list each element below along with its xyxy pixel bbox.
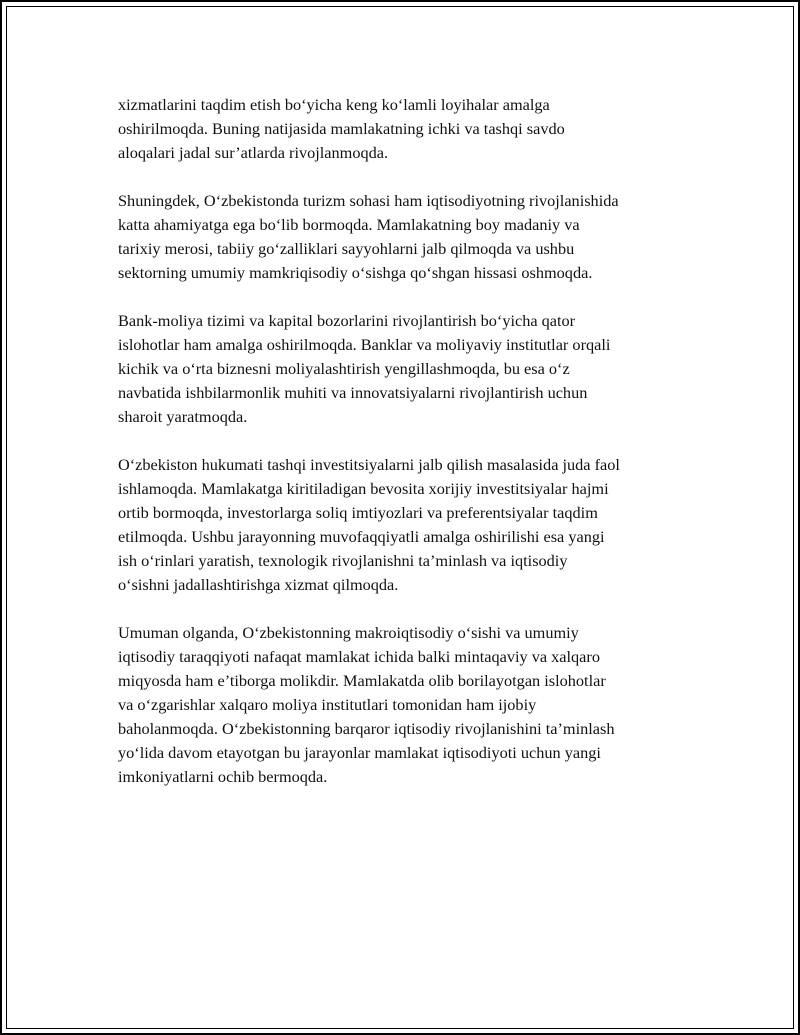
text-line: Shuningdek, O‘zbekistonda turizm sohasi ham iqtisodiyotning rivojlanishida xyxy=(118,191,619,210)
text-line: imkoniyatlarni ochib bermoqda. xyxy=(118,767,328,786)
text-line: ishlamoqda. Mamlakatga kiritiladigan bevosita xorijiy investitsiyalar hajmi xyxy=(118,479,609,498)
text-line: baholanmoqda. O‘zbekistonning barqaror iqtisodiy rivojlanishini ta’minlash xyxy=(118,719,615,738)
text-line: iqtisodiy taraqqiyoti nafaqat mamlakat ichida balki mintaqaviy va xalqaro xyxy=(118,647,600,666)
text-line: Umuman olganda, O‘zbekistonning makroiqtisodiy o‘sishi va umumiy xyxy=(118,623,579,642)
text-line: islohotlar ham amalga oshirilmoqda. Banklar va moliyaviy institutlar orqali xyxy=(118,335,611,354)
paragraph-4 xyxy=(118,453,708,597)
text-line: navbatida ishbilarmonlik muhiti va innovatsiyalarni rivojlantirish uchun xyxy=(118,383,588,402)
text-line: sektorning umumiy mamkriqisodiy o‘sishga qo‘shgan hissasi oshmoqda. xyxy=(118,263,593,282)
text-line: o‘sishni jadallashtirishga xizmat qilmoqda. xyxy=(118,575,399,594)
text-line: yo‘lida davom etayotgan bu jarayonlar mamlakat iqtisodiyoti uchun yangi xyxy=(118,743,601,762)
paragraph-3 xyxy=(118,309,708,429)
text-line: Bank-moliya tizimi va kapital bozorlarini rivojlantirish bo‘yicha qator xyxy=(118,311,576,330)
text-line: aloqalari jadal sur’atlarda rivojlanmoqda. xyxy=(118,143,389,162)
text-line: O‘zbekiston hukumati tashqi investitsiyalarni jalb qilish masalasida juda faol xyxy=(118,455,620,474)
paragraph-2 xyxy=(118,189,708,285)
text-line: kichik va o‘rta biznesni moliyalashtirish yengillashmoqda, bu esa o‘z xyxy=(118,359,570,378)
text-line: va o‘zgarishlar xalqaro moliya institutlari tomonidan ham ijobiy xyxy=(118,695,537,714)
paragraph-5 xyxy=(118,621,708,789)
text-line: ish o‘rinlari yaratish, texnologik rivojlanishni ta’minlash va iqtisodiy xyxy=(118,551,568,570)
text-line: tarixiy merosi, tabiiy go‘zalliklari sayyohlarni jalb qilmoqda va ushbu xyxy=(118,239,575,258)
text-line: oshirilmoqda. Buning natijasida mamlakatning ichki va tashqi savdo xyxy=(118,119,565,138)
text-line: katta ahamiyatga ega bo‘lib bormoqda. Mamlakatning boy madaniy va xyxy=(118,215,580,234)
text-line: xizmatlarini taqdim etish bo‘yicha keng ko‘lamli loyihalar amalga xyxy=(118,95,550,114)
text-line: etilmoqda. Ushbu jarayonning muvofaqqiyatli amalga oshirilishi esa yangi xyxy=(118,527,605,546)
document-body xyxy=(118,93,708,813)
text-line: miqyosda ham e’tiborga molikdir. Mamlakatda olib borilayotgan islohotlar xyxy=(118,671,606,690)
text-line: sharoit yaratmoqda. xyxy=(118,407,248,426)
text-line: ortib bormoqda, investorlarga soliq imtiyozlari va preferentsiyalar taqdim xyxy=(118,503,598,522)
paragraph-1 xyxy=(118,93,708,165)
